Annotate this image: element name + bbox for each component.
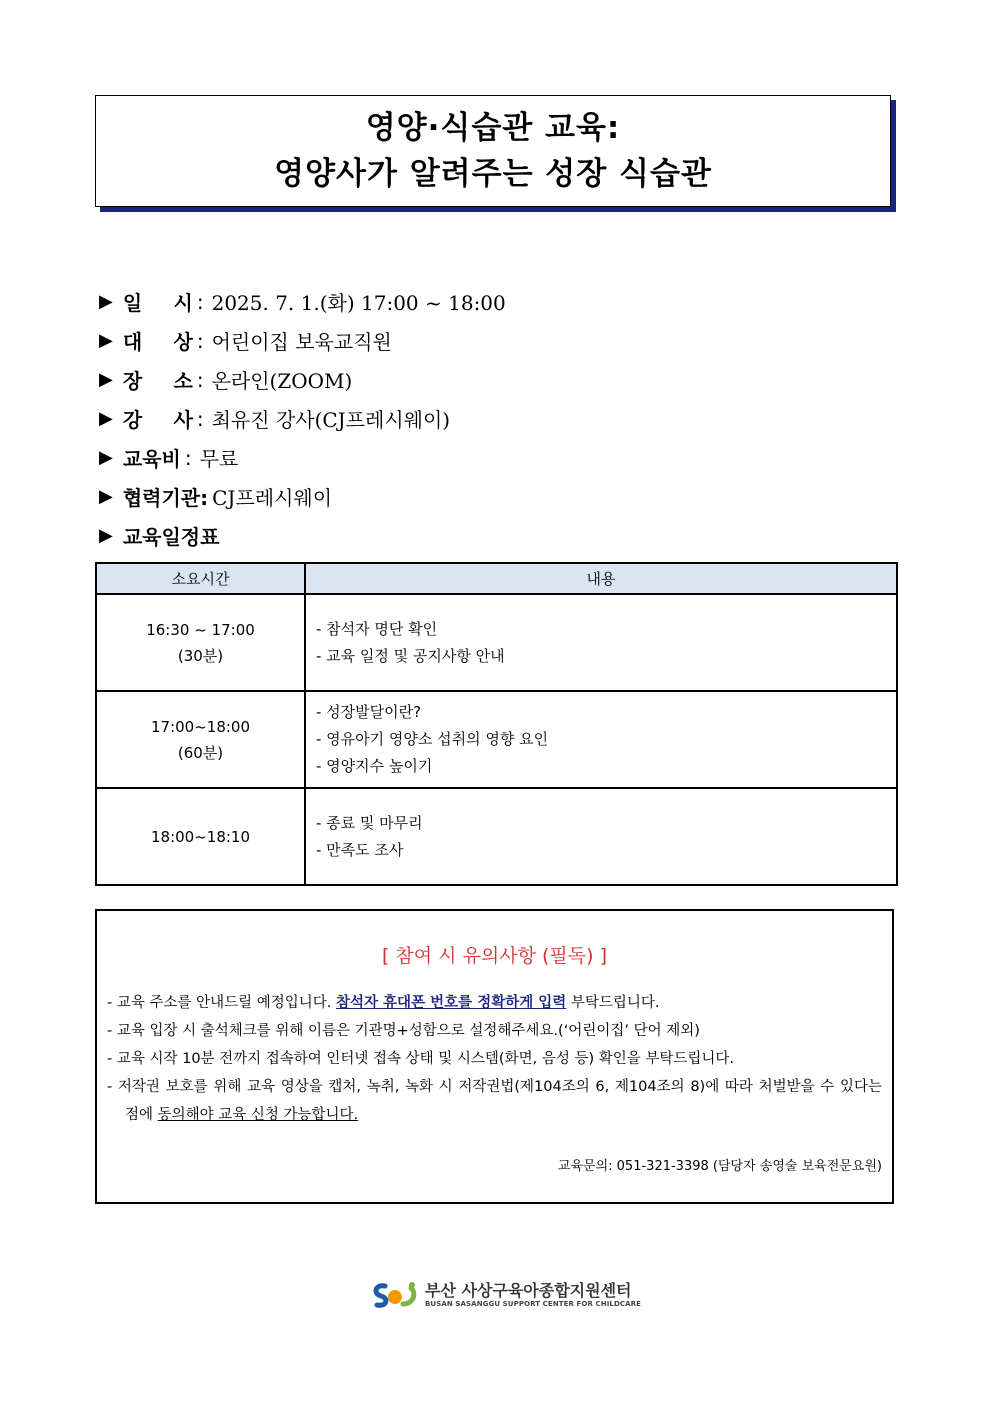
table-row (96, 788, 897, 885)
notice-item: - 교육 입장 시 출석체크를 위해 이름은 기관명+성함으로 설정해주세요.(‘어린이집’ 단어 제외) (107, 1023, 700, 1039)
table-row (96, 691, 897, 788)
time-cell: 17:00~18:00 (60분) (96, 691, 305, 788)
date-label: 일 시 (122, 291, 193, 315)
content-cell: - 성장발달이란? - 영유아기 영양소 섭취의 영향 요인 - 영양지수 높이기 (305, 691, 897, 788)
bullet-triangle-icon: ▶ (99, 330, 113, 351)
notice-list (107, 989, 882, 1129)
header-time: 소요시간 (96, 563, 305, 594)
info-lecturer: ▶ 강 사 : 최유진 강사(CJ프레시웨이) (99, 399, 899, 438)
title-box (95, 95, 891, 207)
notice-underline: 동의해야 교육 신청 가능합니다. (157, 1107, 359, 1123)
place-value: 온라인(ZOOM) (211, 369, 353, 393)
lecturer-value: 최유진 강사(CJ프레시웨이) (211, 408, 451, 432)
notice-highlight: 참석자 휴대폰 번호를 정확하게 입력 (335, 995, 567, 1011)
org-logo-icon (371, 1280, 419, 1310)
bullet-triangle-icon: ▶ (99, 447, 113, 468)
content-cell: - 종료 및 마무리 - 만족도 조사 (305, 788, 897, 885)
fee-value: 무료 (199, 447, 239, 471)
info-date: ▶ 일 시 : 2025. 7. 1.(화) 17:00 ~ 18:00 (99, 282, 899, 321)
title-banner (95, 95, 891, 207)
info-partner (99, 477, 899, 516)
table-row (96, 594, 897, 691)
bullet-triangle-icon: ▶ (99, 369, 113, 390)
bullet-triangle-icon: ▶ (99, 525, 113, 546)
schedule-label: 교육일정표 (122, 525, 220, 549)
bullet-triangle-icon: ▶ (99, 291, 113, 312)
org-name-ko: 부산 사상구육아종합지원센터 (425, 1281, 632, 1300)
time-cell: 18:00~18:10 (96, 788, 305, 885)
notice-item: - 저작권 보호를 위해 교육 영상을 캡처, 녹취, 녹화 시 저작권법(제104조의 6, 제104조의 8)에 따라 처벌받을 수 있다는 점에 동의해야 교육 신청 가능합니다. (107, 1079, 882, 1123)
info-fee: ▶ 교육비 : 무료 (99, 438, 899, 477)
notice-title: [ 참여 시 유의사항 (필독) ] (381, 945, 608, 967)
date-value: 2025. 7. 1.(화) 17:00 ~ 18:00 (211, 291, 506, 315)
bullet-triangle-icon: ▶ (99, 408, 113, 429)
schedule-table (95, 562, 898, 886)
target-value: 어린이집 보육교직원 (211, 330, 392, 354)
place-label: 장 소 (122, 369, 193, 393)
title-line-1: 영양·식습관 교육: (365, 110, 621, 146)
notice-item: - 교육 주소를 안내드릴 예정입니다. 참석자 휴대폰 번호를 정확하게 입력 부탁드립니다. (107, 995, 660, 1011)
lecturer-label: 강 사 (122, 408, 193, 432)
time-cell: 16:30 ~ 17:00 (30분) (96, 594, 305, 691)
notice-item: - 교육 시작 10분 전까지 접속하여 인터넷 접속 상태 및 시스템(화면, 음성 등) 확인을 부탁드립니다. (107, 1051, 734, 1067)
header-content: 내용 (305, 563, 897, 594)
table-header-row (96, 563, 897, 594)
contact-info: 교육문의: 051-321-3398 (담당자 송영술 보육전문요원) (557, 1159, 882, 1174)
title-line-2: 영양사가 알려주는 성장 식습관 (274, 156, 712, 192)
org-logo (371, 1280, 641, 1310)
info-list (99, 282, 899, 555)
info-target: ▶ 대 상 : 어린이집 보육교직원 (99, 321, 899, 360)
partner-label: 협력기관: (122, 486, 209, 510)
info-place: ▶ 장 소 : 온라인(ZOOM) (99, 360, 899, 399)
org-name-en: BUSAN SASANGGU SUPPORT CENTER FOR CHILDCARE (425, 1300, 642, 1308)
notice-box (95, 909, 894, 1204)
info-schedule (99, 516, 899, 555)
bullet-triangle-icon: ▶ (99, 486, 113, 507)
partner-value: CJ프레시웨이 (212, 486, 333, 510)
target-label: 대 상 (122, 330, 193, 354)
fee-label: 교육비 (122, 447, 181, 471)
content-cell: - 참석자 명단 확인 - 교육 일정 및 공지사항 안내 (305, 594, 897, 691)
